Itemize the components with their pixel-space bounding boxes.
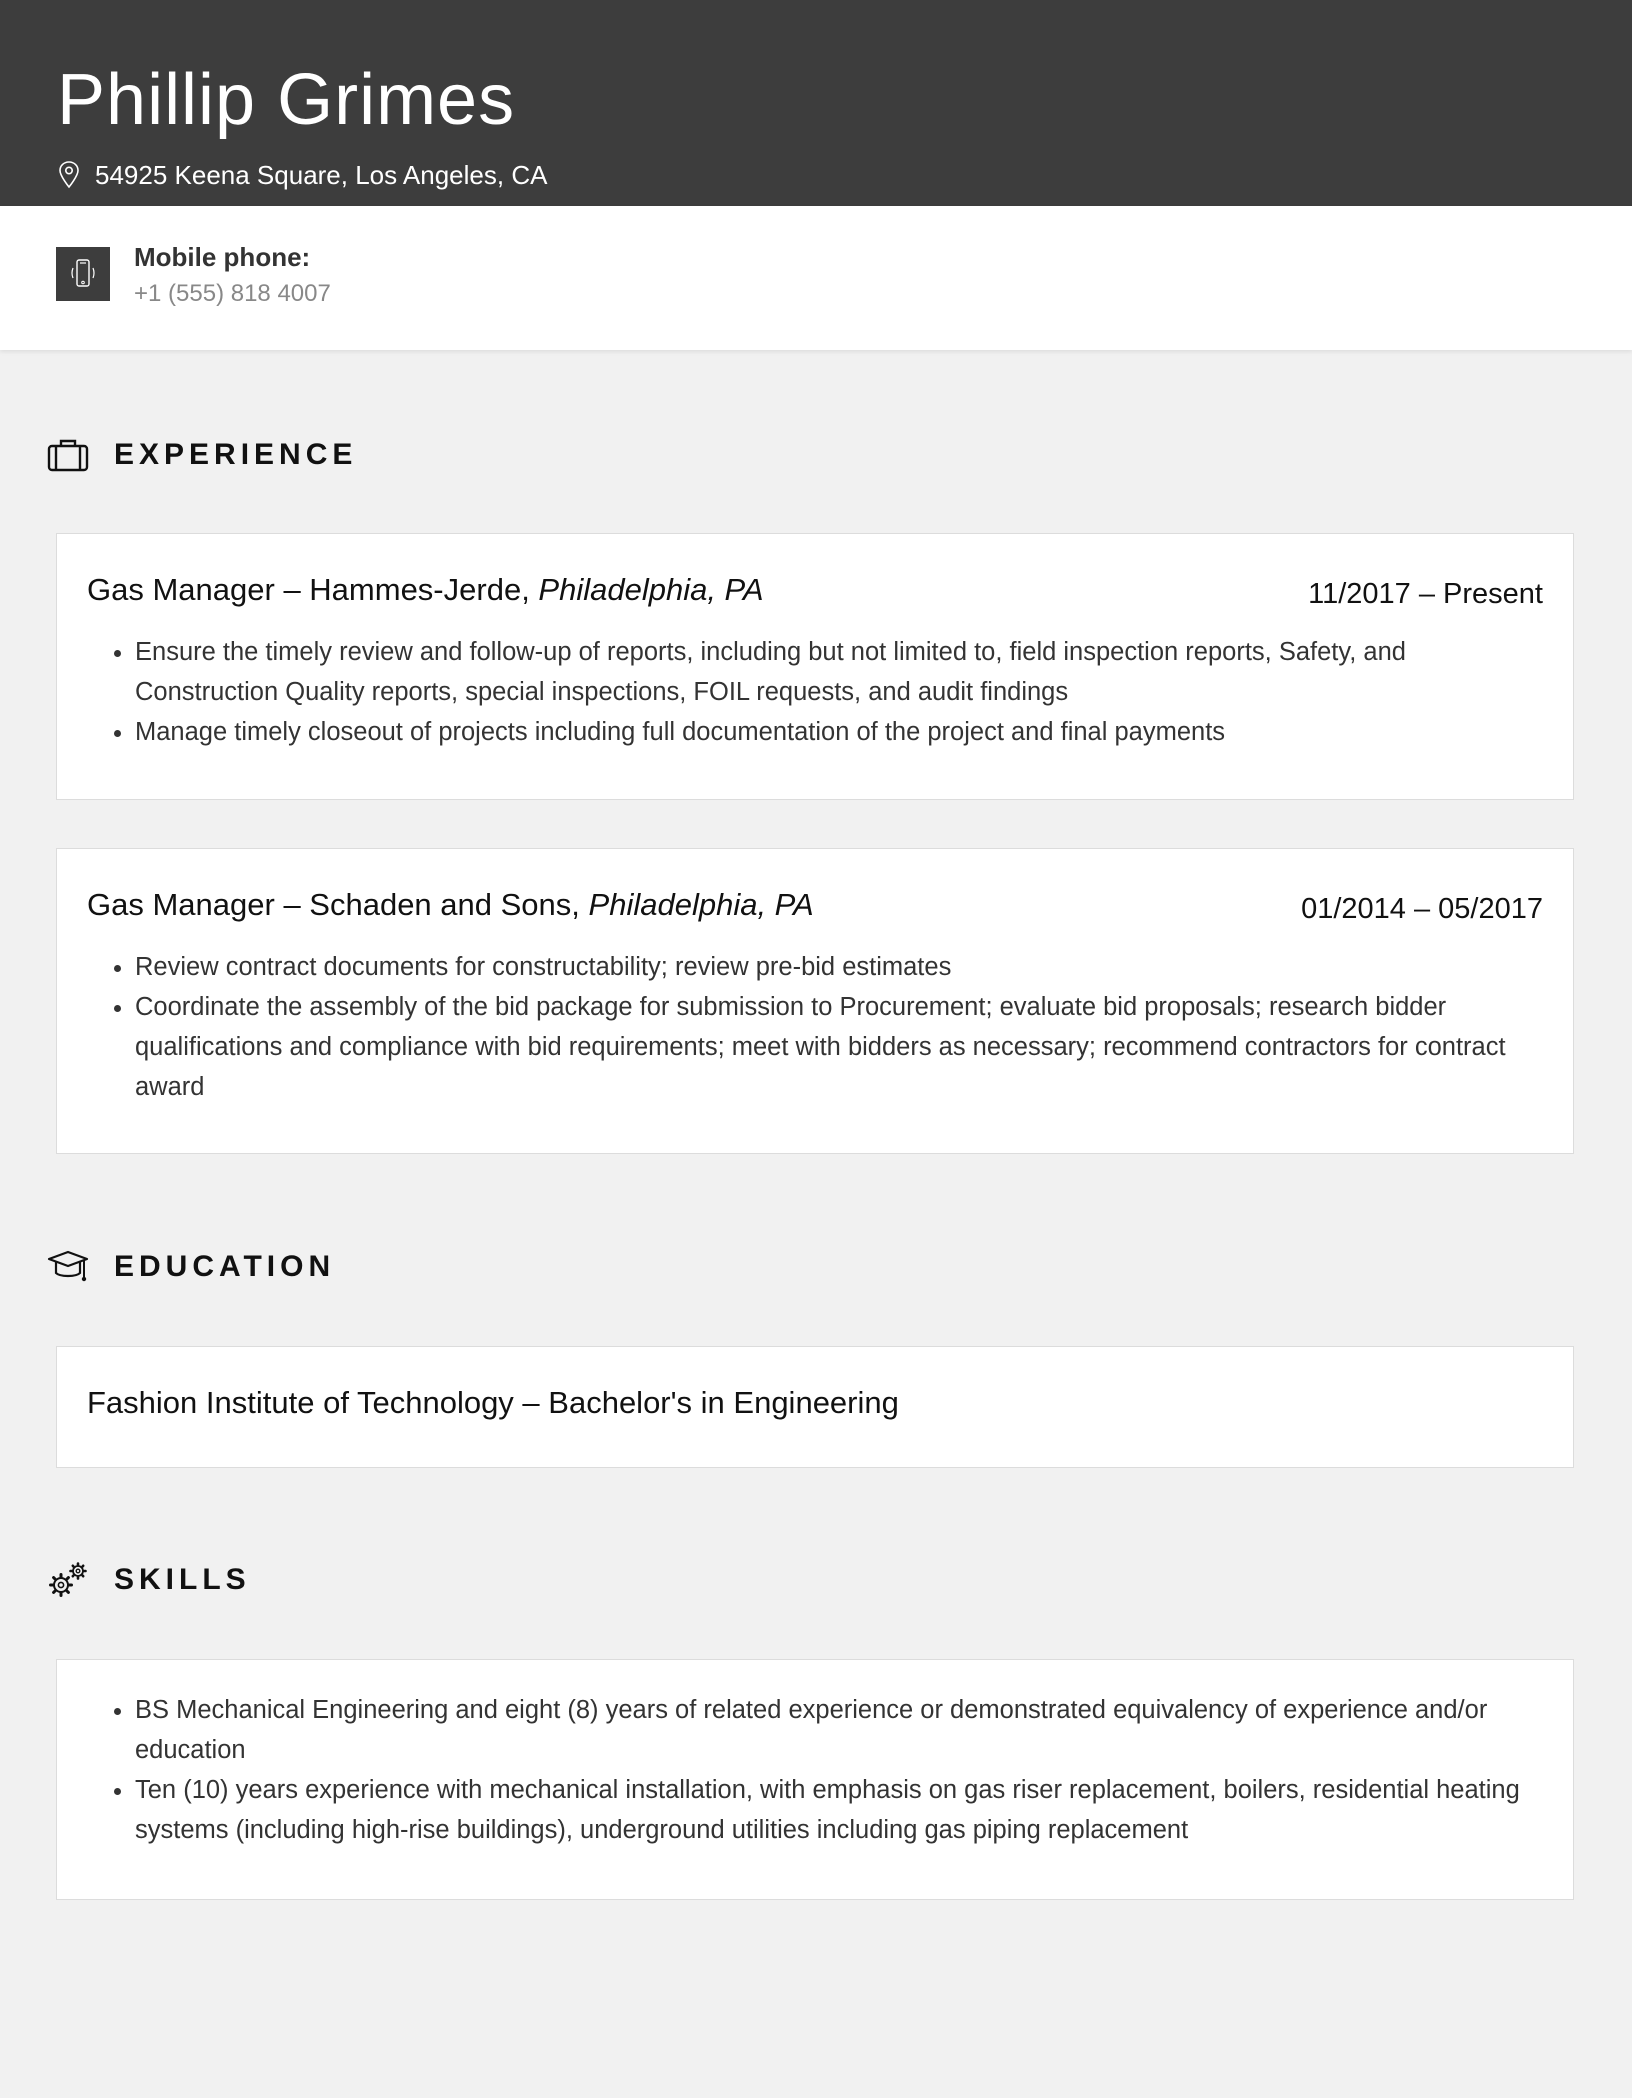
job-location: Philadelphia, PA [538,572,764,607]
address-row [57,158,547,192]
skills-heading [46,1560,251,1600]
job-company: Schaden and Sons [309,887,572,922]
job-role: Gas Manager [87,572,275,607]
experience-title: EXPERIENCE [114,438,358,471]
experience-card [56,848,1574,1154]
education-heading [46,1247,335,1287]
job-location: Philadelphia, PA [588,887,814,922]
list-item: • Manage timely closeout of projects including full documentation of the project and final payments [135,712,1543,752]
list-item: • Review contract documents for constructability; review pre-bid estimates [135,947,1543,987]
gears-icon [46,1560,90,1600]
job-dates: 01/2014 – 05/2017 [1301,893,1543,925]
education-card [56,1346,1574,1468]
job-separator: – [274,887,310,922]
degree-name: Bachelor's in Engineering [548,1385,899,1420]
job-role: Gas Manager [87,887,275,922]
candidate-name: Phillip Grimes [57,60,516,140]
graduation-cap-icon [46,1247,90,1287]
list-item: • Ten (10) years experience with mechanical installation, with emphasis on gas riser replacement, boilers, residential heating systems (including high-rise buildings), underground utilities including gas piping replacement [135,1770,1543,1850]
resume-header [0,0,1632,206]
education-title: EDUCATION [114,1250,336,1283]
experience-heading [46,435,357,475]
contact-bar [0,206,1632,350]
map-pin-icon [57,160,81,190]
job-title-line: Gas Manager – Schaden and Sons, Philadelphia, PA [87,887,814,922]
school-name: Fashion Institute of Technology [87,1385,514,1420]
phone-value[interactable]: +1 (555) 818 4007 [134,280,331,307]
skills-card [56,1659,1574,1900]
job-dates: 11/2017 – Present [1308,578,1543,610]
job-company: Hammes-Jerde [309,572,522,607]
list-item: • BS Mechanical Engineering and eight (8) years of related experience or demonstrated equivalency of experience and/or education [135,1690,1543,1770]
mobile-phone-icon [56,247,110,301]
skills-title: SKILLS [114,1563,251,1596]
briefcase-icon [46,435,90,475]
job-bullets [87,947,1543,1107]
phone-label: Mobile phone: [134,242,311,272]
address-text: 54925 Keena Square, Los Angeles, CA [95,159,548,190]
education-separator: – [513,1385,549,1420]
job-separator: – [274,572,310,607]
education-line [87,1385,899,1421]
skills-bullets [87,1690,1543,1850]
list-item: • Coordinate the assembly of the bid package for submission to Procurement; evaluate bid proposals; research bidder qualifications and compliance with bid requirements; meet with bidders as necessary; recommend contractors for contract award [135,987,1543,1107]
list-item: • Ensure the timely review and follow-up of reports, including but not limited to, field inspection reports, Safety, and Construction Quality reports, special inspections, FOIL requests, and audit findings [135,632,1543,712]
job-title-line: Gas Manager – Hammes-Jerde, Philadelphia, PA [87,572,764,607]
job-bullets [87,632,1543,752]
experience-card [56,533,1574,800]
